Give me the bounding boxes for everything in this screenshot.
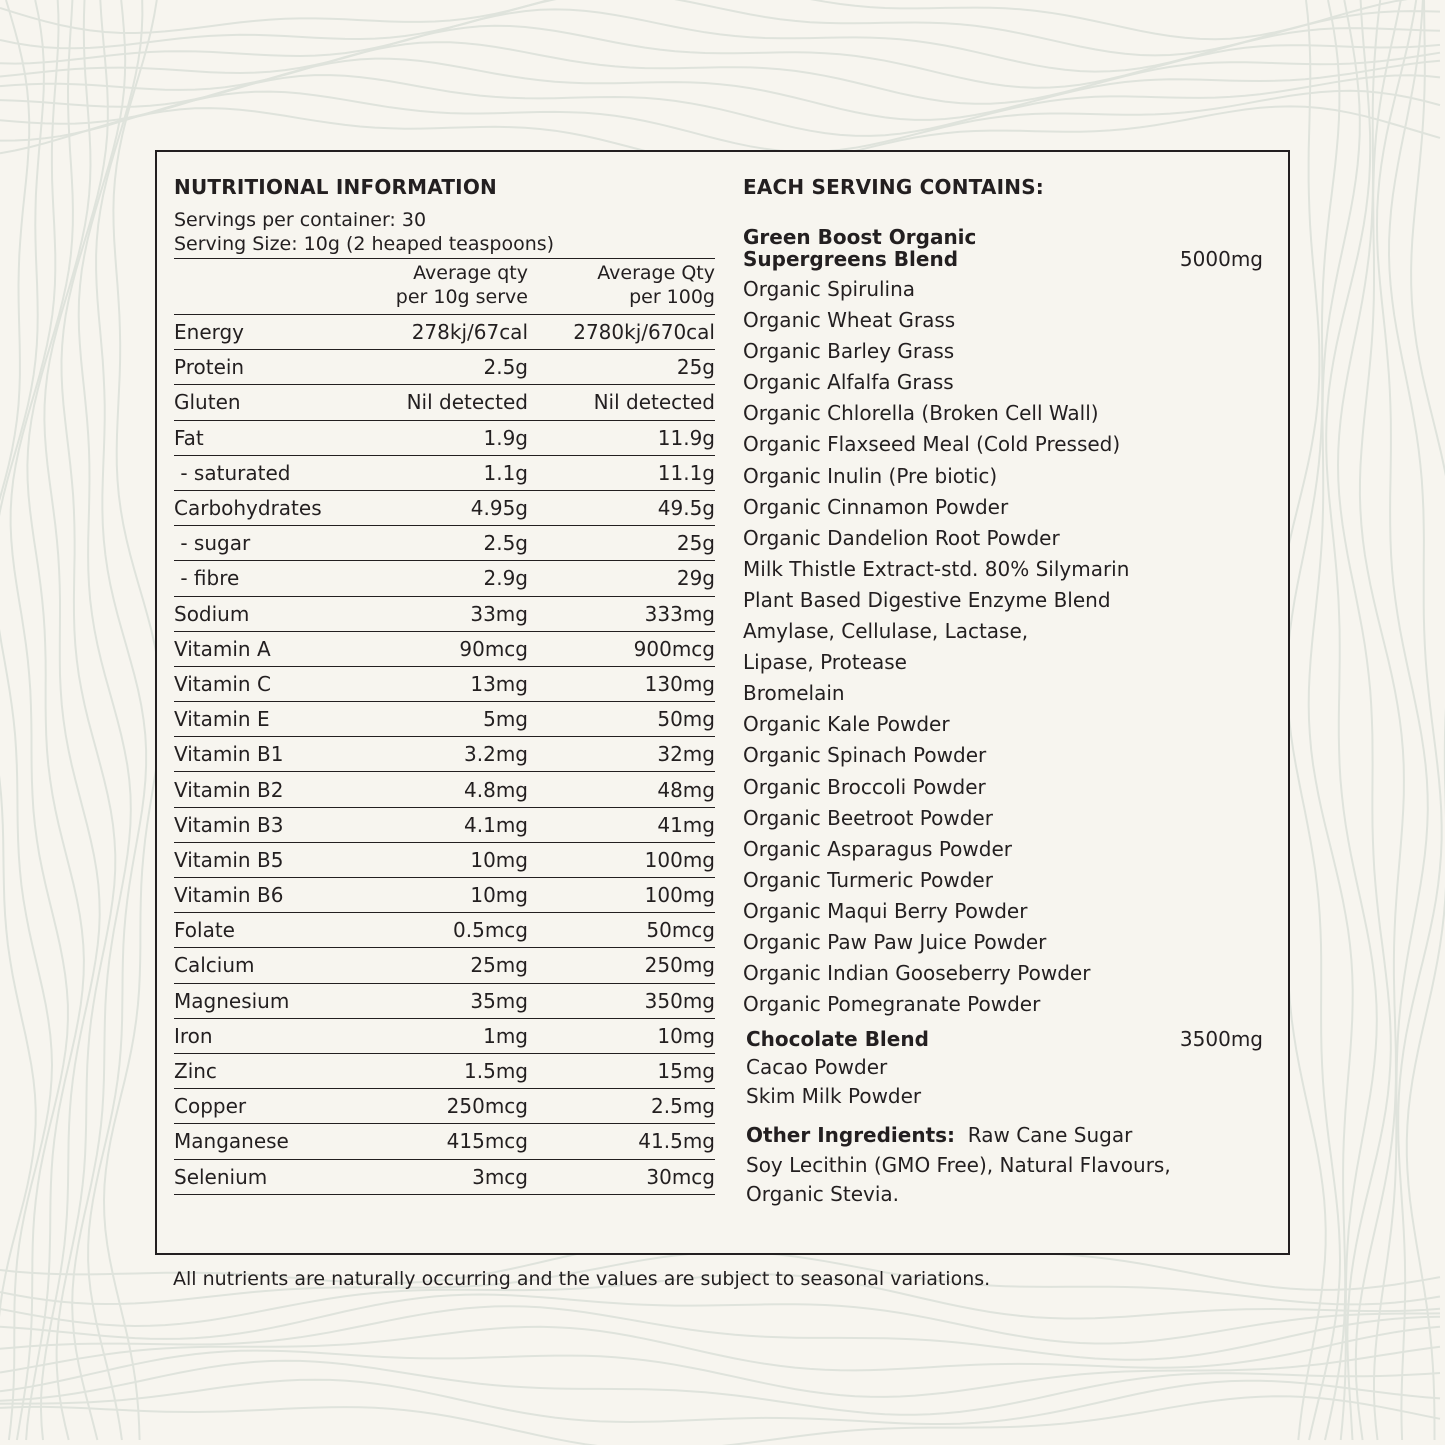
nutrient-name: Calcium: [174, 953, 255, 978]
ingredient-item: Organic Paw Paw Juice Powder: [743, 929, 1047, 954]
green-blend-ingredients: [743, 274, 1263, 1020]
serving-size: Serving Size: 10g (2 heaped teaspoons): [174, 233, 555, 255]
nutrition-row: [174, 561, 715, 596]
nutrition-row: [174, 632, 715, 667]
nutrition-row: [174, 843, 715, 878]
green-blend-name-line1: Green Boost Organic: [743, 225, 977, 249]
nutrient-name: Fat: [174, 425, 204, 450]
chocolate-blend-amount: 3500mg: [1179, 1027, 1263, 1052]
per-serve-value: 4.1mg: [464, 812, 528, 837]
chocolate-blend-ingredients: [746, 1053, 1263, 1111]
nutrient-name: Vitamin B2: [174, 777, 284, 802]
per-100g-value: 130mg: [644, 671, 715, 696]
ingredient-item: Bromelain: [743, 681, 845, 706]
ingredient-item: Plant Based Digestive Enzyme Blend: [743, 587, 1111, 612]
nutrient-name: Carbohydrates: [174, 496, 322, 521]
per-serve-value: 4.8mg: [464, 777, 528, 802]
nutrition-row: [174, 772, 715, 807]
per-serve-value: 35mg: [470, 988, 528, 1013]
per-serve-value: 25mg: [470, 953, 528, 978]
per-100g-value: 333mg: [644, 601, 715, 626]
per-100g-value: 41mg: [657, 812, 715, 837]
nutrition-row: [174, 491, 715, 526]
nutrient-name: Vitamin A: [174, 636, 271, 661]
ingredient-item: Organic Asparagus Powder: [743, 836, 1012, 861]
nutrition-row: [174, 1089, 715, 1124]
label-panel: [155, 150, 1290, 1255]
nutrition-row: [174, 984, 715, 1019]
other-ingredients-line3: Organic Stevia.: [746, 1182, 899, 1207]
per-100g-value: 15mg: [657, 1059, 715, 1084]
nutrient-name: Manganese: [174, 1129, 289, 1154]
header-per-100g-line1: Average Qty: [597, 262, 715, 284]
per-serve-value: 33mg: [470, 601, 528, 626]
nutrition-row: [174, 315, 715, 350]
nutrient-name: Selenium: [174, 1164, 268, 1189]
green-blend-name: [743, 226, 976, 270]
per-serve-value: 2.5g: [483, 355, 528, 380]
nutrition-title: NUTRITIONAL INFORMATION: [174, 175, 497, 199]
per-serve-value: 4.95g: [470, 496, 528, 521]
per-serve-value: 90mcg: [459, 636, 528, 661]
ingredient-item: Organic Beetroot Powder: [743, 805, 993, 830]
ingredient-item: Organic Spirulina: [743, 277, 916, 301]
nutrition-row: [174, 737, 715, 772]
ingredient-item: Organic Spinach Powder: [743, 743, 987, 768]
table-header: [174, 259, 715, 315]
nutrition-row: [174, 350, 715, 385]
per-100g-value: Nil detected: [593, 390, 715, 415]
ingredient-item: Organic Maqui Berry Powder: [743, 898, 1028, 923]
ingredient-item: Organic Flaxseed Meal (Cold Pressed): [743, 432, 1121, 457]
per-100g-value: 41.5mg: [638, 1129, 715, 1154]
ingredient-item: Organic Indian Gooseberry Powder: [743, 961, 1091, 986]
ingredient-item: Organic Kale Powder: [743, 712, 950, 737]
per-100g-value: 100mg: [644, 847, 715, 872]
nutrient-name: Vitamin E: [174, 707, 270, 732]
per-serve-value: 10mg: [470, 847, 528, 872]
nutrient-name: Vitamin B5: [174, 847, 284, 872]
footer-note: All nutrients are naturally occurring and the values are subject to seasonal variations.: [173, 1268, 991, 1290]
ingredient-item: Organic Broccoli Powder: [743, 774, 986, 799]
nutrition-row: [174, 1124, 715, 1159]
ingredient-item: Organic Dandelion Root Powder: [743, 525, 1060, 550]
per-serve-value: 10mg: [470, 883, 528, 908]
per-100g-value: 29g: [676, 566, 715, 591]
nutrient-name: Energy: [174, 320, 245, 345]
nutrient-name: Gluten: [174, 390, 241, 415]
per-serve-value: Nil detected: [406, 390, 528, 415]
serving-title: EACH SERVING CONTAINS:: [743, 175, 1044, 199]
ingredient-item: Milk Thistle Extract-std. 80% Silymarin: [743, 556, 1130, 581]
nutrient-name: Vitamin B1: [174, 742, 284, 767]
green-blend-name-line2: Supergreens Blend: [743, 247, 959, 271]
other-ingredients-line2: Soy Lecithin (GMO Free), Natural Flavours,: [746, 1152, 1171, 1177]
ingredient-item: Organic Cinnamon Powder: [743, 494, 1009, 519]
nutrient-name: Vitamin B6: [174, 883, 284, 908]
per-100g-value: 30mcg: [646, 1164, 715, 1189]
nutrition-row: [174, 526, 715, 561]
ingredient-item: Skim Milk Powder: [746, 1084, 922, 1109]
nutrition-row: [174, 1019, 715, 1054]
servings-per-container: Servings per container: 30: [174, 209, 427, 231]
per-100g-value: 100mg: [644, 883, 715, 908]
per-100g-value: 11.9g: [657, 425, 715, 450]
per-serve-value: 1.9g: [483, 425, 528, 450]
header-per-100g: [528, 259, 715, 314]
per-serve-value: 278kj/67cal: [411, 320, 528, 345]
nutrition-row: [174, 913, 715, 948]
nutrition-panel: [174, 174, 715, 1195]
other-ingredients-label: Other Ingredients:: [746, 1123, 956, 1148]
nutrition-row: [174, 702, 715, 737]
per-100g-value: 2.5mg: [651, 1094, 715, 1119]
chocolate-blend-header: [746, 1028, 1263, 1050]
header-blank: [174, 259, 364, 314]
per-serve-value: 2.9g: [483, 566, 528, 591]
per-serve-value: 13mg: [470, 671, 528, 696]
per-serve-value: 1.1g: [483, 460, 528, 485]
per-100g-value: 350mg: [644, 988, 715, 1013]
nutrient-name: Sodium: [174, 601, 250, 626]
nutrition-row: [174, 948, 715, 983]
ingredient-item: Organic Wheat Grass: [743, 308, 956, 333]
nutrient-name: Zinc: [174, 1059, 217, 1084]
per-100g-value: 900mcg: [633, 636, 715, 661]
nutrient-name: Vitamin C: [174, 671, 271, 696]
ingredient-item: Lipase, Protease: [743, 650, 907, 675]
other-ingredients-line1: [746, 1121, 1263, 1151]
per-100g-value: 50mcg: [646, 918, 715, 943]
per-100g-value: 25g: [676, 531, 715, 556]
per-serve-value: 3mcg: [472, 1164, 528, 1189]
nutrient-name: Iron: [174, 1023, 213, 1048]
other-ingredients-text1: Raw Cane Sugar: [967, 1123, 1133, 1148]
nutrition-row: [174, 456, 715, 491]
nutrient-name: - fibre: [174, 566, 240, 591]
per-serve-value: 0.5mcg: [453, 918, 528, 943]
nutrient-name: - saturated: [174, 460, 291, 485]
per-100g-value: 10mg: [657, 1023, 715, 1048]
header-per-100g-line2: per 100g: [629, 286, 715, 308]
per-serve-value: 5mg: [483, 707, 528, 732]
nutrient-name: Vitamin B3: [174, 812, 284, 837]
ingredient-item: Organic Inulin (Pre biotic): [743, 463, 998, 488]
header-per-serve-line1: Average qty: [413, 262, 528, 284]
chocolate-blend-name: Chocolate Blend: [746, 1027, 929, 1052]
other-ingredients: [746, 1121, 1263, 1210]
ingredient-item: Organic Alfalfa Grass: [743, 370, 954, 395]
nutrition-row: [174, 385, 715, 420]
chocolate-blend: [746, 1028, 1263, 1111]
nutrition-table-body: [174, 315, 715, 1195]
per-100g-value: 11.1g: [657, 460, 715, 485]
green-blend-header: [743, 226, 1263, 270]
nutrition-row: [174, 1054, 715, 1089]
nutrition-row: [174, 597, 715, 632]
green-blend-amount: 5000mg: [1179, 247, 1263, 271]
nutrition-row: [174, 878, 715, 913]
nutrition-row: [174, 1160, 715, 1195]
per-serve-value: 2.5g: [483, 531, 528, 556]
serving-info: [174, 208, 715, 259]
nutrition-row: [174, 808, 715, 843]
per-100g-value: 50mg: [657, 707, 715, 732]
nutrient-name: - sugar: [174, 531, 251, 556]
ingredient-item: Amylase, Cellulase, Lactase,: [743, 619, 1029, 644]
nutrient-name: Magnesium: [174, 988, 290, 1013]
ingredient-item: Organic Pomegranate Powder: [743, 992, 1041, 1017]
ingredient-item: Cacao Powder: [746, 1055, 888, 1080]
ingredient-item: Organic Barley Grass: [743, 339, 955, 364]
per-serve-value: 250mcg: [446, 1094, 528, 1119]
nutrient-name: Copper: [174, 1094, 247, 1119]
ingredient-item: Organic Chlorella (Broken Cell Wall): [743, 401, 1099, 426]
nutrient-name: Folate: [174, 918, 235, 943]
per-100g-value: 32mg: [657, 742, 715, 767]
header-per-serve-line2: per 10g serve: [395, 286, 528, 308]
serving-contents-panel: [743, 174, 1263, 1210]
per-serve-value: 1.5mg: [464, 1059, 528, 1084]
per-serve-value: 1mg: [483, 1023, 528, 1048]
header-per-serve: [364, 259, 528, 314]
per-100g-value: 25g: [676, 355, 715, 380]
per-serve-value: 3.2mg: [464, 742, 528, 767]
per-100g-value: 48mg: [657, 777, 715, 802]
per-serve-value: 415mcg: [446, 1129, 528, 1154]
per-100g-value: 2780kj/670cal: [573, 320, 715, 345]
per-100g-value: 49.5g: [657, 496, 715, 521]
nutrition-row: [174, 667, 715, 702]
nutrition-row: [174, 421, 715, 456]
nutrient-name: Protein: [174, 355, 245, 380]
ingredient-item: Organic Turmeric Powder: [743, 867, 993, 892]
per-100g-value: 250mg: [644, 953, 715, 978]
